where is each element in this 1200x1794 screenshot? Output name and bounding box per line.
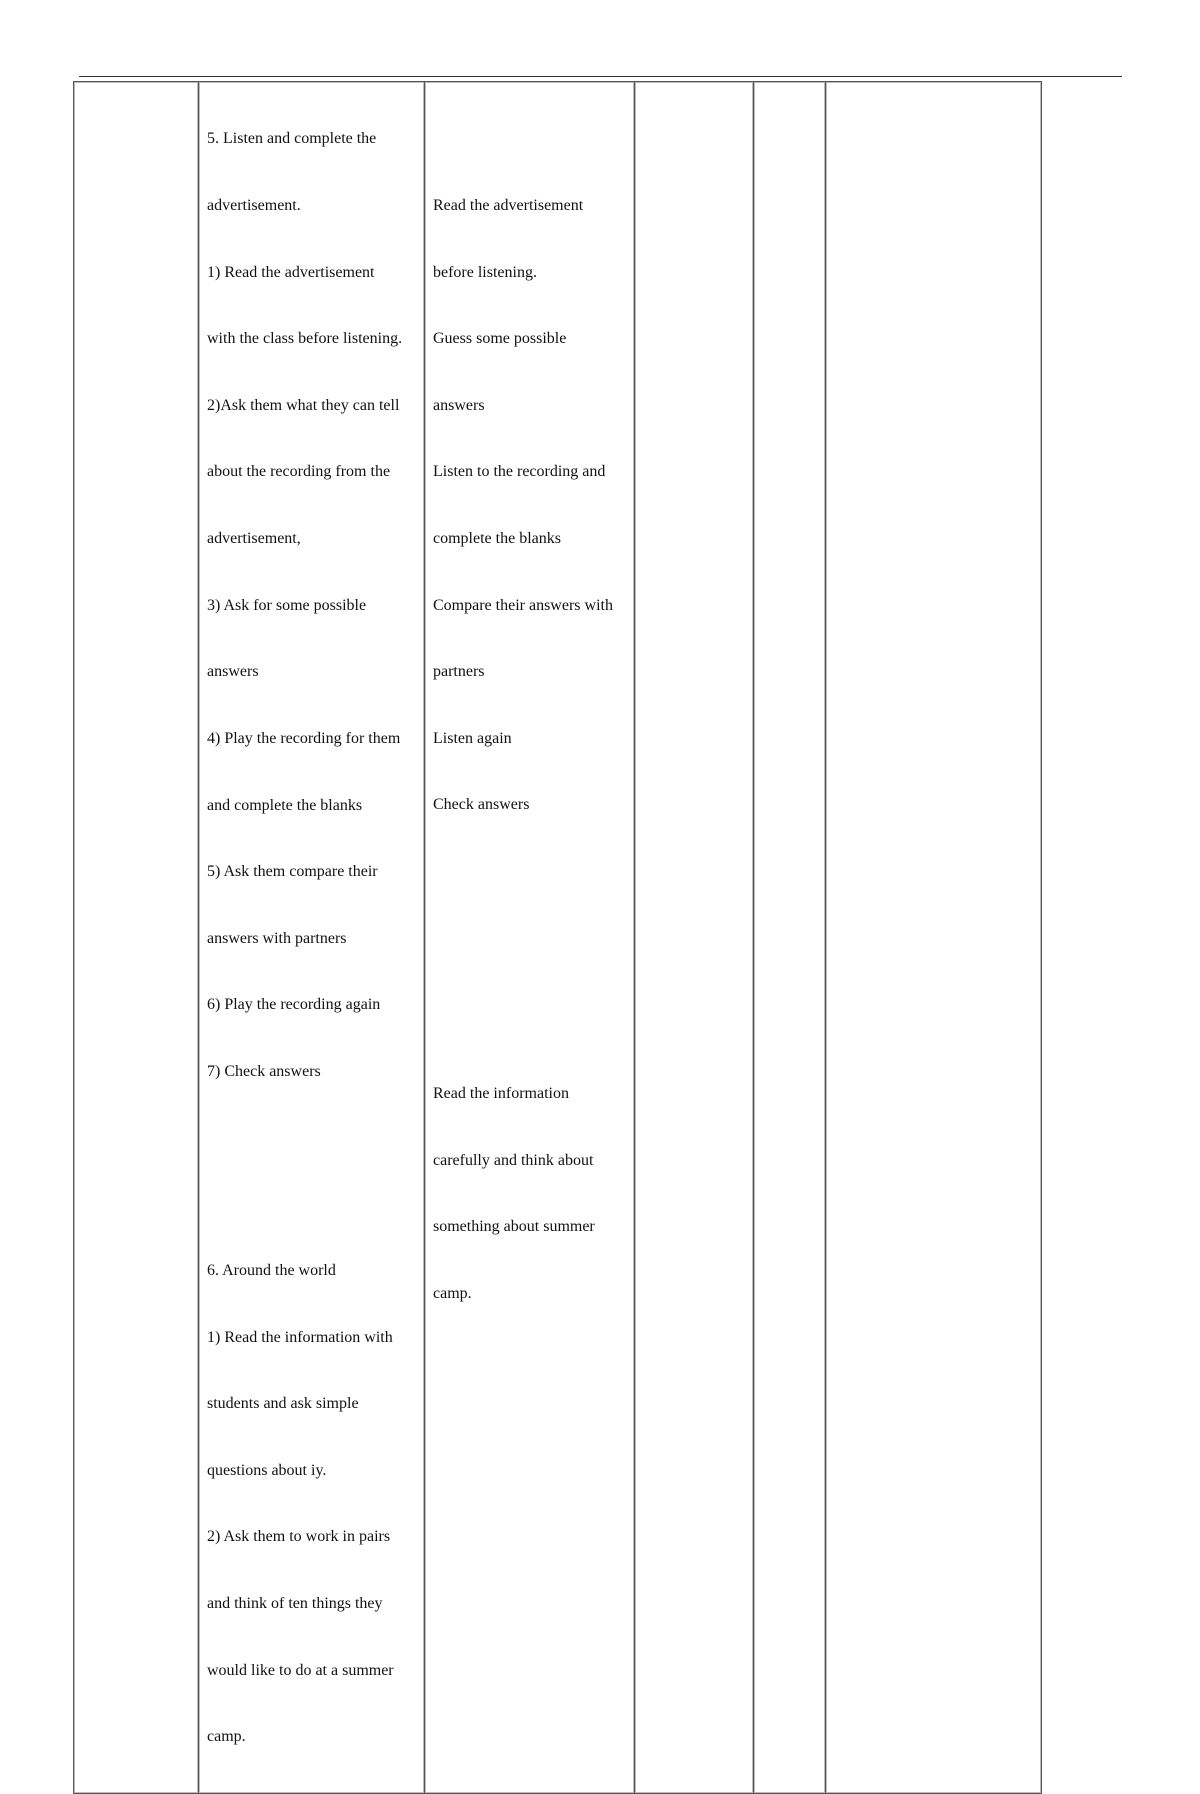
teacher-line: and think of ten things they [207,1595,383,1612]
table-row [74,82,1042,1794]
teacher-line: answers [207,663,259,681]
teacher-line: 7) Check answers [207,1062,321,1080]
student-line: Listen to the recording and [433,463,606,481]
student-line: Check answers [433,796,530,814]
teacher-line: and complete the blanks [207,796,363,814]
teacher-line: 2) Ask them to work in pairs [207,1528,391,1546]
student-line: Read the information [433,1085,569,1103]
student-line: before listening. [433,263,537,281]
student-line: Guess some possible [433,330,567,348]
teacher-line: would like to do at a summer [207,1661,394,1679]
teacher-line: 4) Play the recording for them [207,729,401,747]
student-line: carefully and think about [433,1151,594,1169]
student-line: answers [433,396,485,414]
teacher-line: students and ask simple [207,1395,359,1413]
teacher-line: advertisement, [207,530,301,548]
teacher-line: 5. Listen and complete the [207,130,377,148]
student-line: Read the advertisement [433,197,584,214]
student-line: partners [433,663,485,681]
lesson-plan-table [73,81,1042,1794]
student-line: Compare their answers with [433,596,613,614]
teacher-line: advertisement. [207,197,301,215]
teacher-activity-cell [199,82,425,1794]
student-line: complete the blanks [433,530,561,548]
teacher-line: 3) Ask for some possible [207,596,367,614]
empty-cell [754,82,826,1794]
empty-cell [826,82,1042,1794]
student-line: camp. [433,1284,472,1302]
teacher-line: 5) Ask them compare their [207,863,378,881]
student-activity-cell [425,82,635,1794]
teacher-line: with the class before listening. [207,330,403,348]
teacher-line: 6) Play the recording again [207,996,381,1014]
teacher-line: answers with partners [207,929,347,947]
teacher-line: 1) Read the information with [207,1328,393,1346]
teacher-line: questions about iy. [207,1461,327,1479]
teacher-line: 6. Around the world [207,1261,336,1279]
teacher-line: camp. [207,1728,246,1746]
teacher-line: 2)Ask them what they can tell [207,396,400,414]
step-cell [74,82,199,1794]
empty-cell [635,82,754,1794]
teacher-line: 1) Read the advertisement [207,263,375,281]
student-line: something about summer [433,1218,595,1236]
student-line: Listen again [433,729,512,747]
teacher-line: about the recording from the [207,463,391,481]
header-rule [79,76,1122,77]
